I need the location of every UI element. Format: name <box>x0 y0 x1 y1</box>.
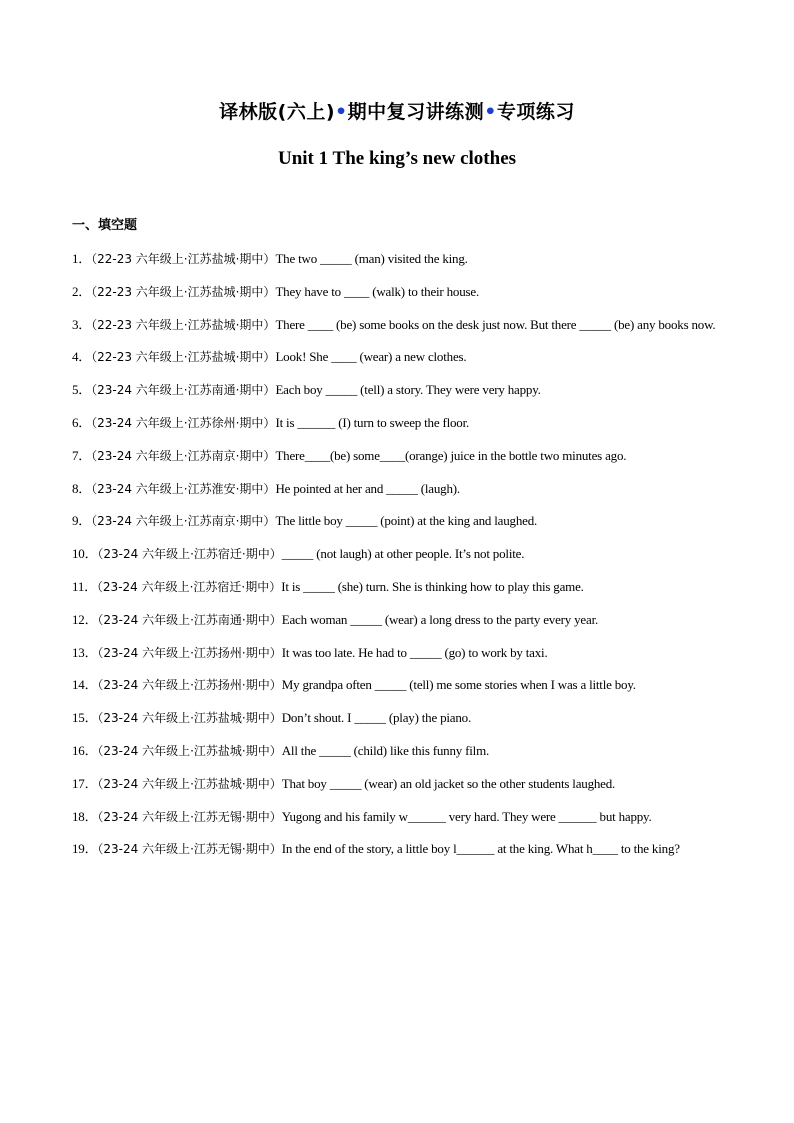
question-text: Yugong and his family w______ very hard. They were ______ but happy. <box>281 808 652 824</box>
question-source: （22-23 六年级上·江苏盐城·期中） <box>91 350 276 365</box>
question-number: 18． <box>72 808 98 824</box>
question-source: （23-24 六年级上·江苏扬州·期中） <box>97 645 282 660</box>
question-source: （23-24 六年级上·江苏南京·期中） <box>91 448 276 463</box>
question-text: In the end of the story, a little boy l______ at the king. What h____ to the king? <box>281 841 680 857</box>
question-item <box>72 637 724 670</box>
question-item <box>72 768 724 801</box>
question-number: 3． <box>72 316 92 332</box>
question-number: 11． <box>72 578 97 594</box>
question-source: （22-23 六年级上·江苏盐城·期中） <box>91 317 276 332</box>
question-text: The two _____ (man) visited the king. <box>275 251 468 266</box>
question-text: Look! She ____ (wear) a new clothes. <box>275 349 467 365</box>
question-source: （23-24 六年级上·江苏盐城·期中） <box>97 743 282 758</box>
title-part-3: 专项练习 <box>496 101 575 123</box>
section-heading: 一、填空题 <box>72 218 138 233</box>
question-number: 7． <box>72 447 92 463</box>
question-text: There ____ (be) some books on the desk just now. But there _____ (be) any books now. <box>275 316 716 332</box>
question-item <box>72 341 724 374</box>
question-text: It was too late. He had to _____ (go) to work by taxi. <box>281 644 548 660</box>
question-number: 1． <box>72 251 92 266</box>
question-number: 9． <box>72 513 92 529</box>
title-part-2: 期中复习讲练测 <box>347 101 485 123</box>
title-part-1: 译林版(六上) <box>219 101 336 123</box>
question-item <box>72 604 724 637</box>
question-text: Each boy _____ (tell) a story. They were very happy. <box>275 382 541 398</box>
question-item <box>72 407 724 440</box>
question-number: 12． <box>72 611 98 627</box>
question-item <box>72 571 724 604</box>
question-text: There____(be) some____(orange) juice in the bottle two minutes ago. <box>275 447 627 463</box>
question-number: 4． <box>72 349 92 365</box>
question-item <box>72 505 724 538</box>
question-source: （23-24 六年级上·江苏盐城·期中） <box>97 711 282 726</box>
question-text: He pointed at her and _____ (laugh). <box>275 480 460 496</box>
question-item <box>72 669 724 702</box>
question-item <box>72 833 724 866</box>
question-text: It is _____ (she) turn. She is thinking how to play this game. <box>281 578 584 594</box>
question-source: （23-24 六年级上·江苏无锡·期中） <box>97 842 282 857</box>
question-item <box>72 440 724 473</box>
question-source: （23-24 六年级上·江苏南京·期中） <box>91 514 276 529</box>
question-source: （23-24 六年级上·江苏扬州·期中） <box>97 678 282 693</box>
question-item <box>72 473 724 506</box>
question-text: Each woman _____ (wear) a long dress to the party every year. <box>281 611 599 627</box>
question-source: （23-24 六年级上·江苏南通·期中） <box>91 383 276 398</box>
question-item <box>72 702 724 735</box>
title-dot-2: • <box>484 101 497 123</box>
document-title <box>0 100 794 124</box>
question-item <box>72 276 724 309</box>
question-number: 16． <box>72 742 98 758</box>
question-text: The little boy _____ (point) at the king and laughed. <box>275 513 538 529</box>
question-source: （23-24 六年级上·江苏徐州·期中） <box>91 415 276 430</box>
title-dot-1: • <box>335 101 348 123</box>
question-number: 15． <box>72 710 98 726</box>
question-item <box>72 735 724 768</box>
question-source: （23-24 六年级上·江苏南通·期中） <box>97 612 282 627</box>
question-number: 8． <box>72 480 92 496</box>
question-text: That boy _____ (wear) an old jacket so the other students laughed. <box>281 775 616 791</box>
question-item <box>72 801 724 834</box>
question-item <box>72 309 724 342</box>
question-source: （22-23 六年级上·江苏盐城·期中） <box>91 252 276 266</box>
question-source: （23-24 六年级上·江苏宿迁·期中） <box>97 547 282 562</box>
question-item <box>72 374 724 407</box>
question-number: 6． <box>72 414 92 430</box>
question-number: 2． <box>72 283 92 299</box>
document-subtitle: Unit 1 The king’s new clothes <box>277 148 517 169</box>
question-number: 17． <box>72 775 98 791</box>
question-number: 10． <box>72 546 98 562</box>
question-source: （23-24 六年级上·江苏宿迁·期中） <box>96 579 282 594</box>
question-source: （23-24 六年级上·江苏盐城·期中） <box>97 776 282 791</box>
question-number: 5． <box>72 382 92 398</box>
question-item <box>72 538 724 571</box>
question-source: （23-24 六年级上·江苏淮安·期中） <box>91 481 276 496</box>
question-text: They have to ____ (walk) to their house. <box>275 283 479 299</box>
question-text: My grandpa often _____ (tell) me some stories when I was a little boy. <box>281 677 636 693</box>
question-number: 19． <box>72 841 98 857</box>
question-text: All the _____ (child) like this funny film. <box>281 742 490 758</box>
question-list <box>72 243 724 866</box>
question-number: 13． <box>72 644 98 660</box>
question-text: _____ (not laugh) at other people. It’s not polite. <box>281 546 525 562</box>
question-source: （22-23 六年级上·江苏盐城·期中） <box>91 284 276 299</box>
question-item <box>72 243 724 276</box>
question-source: （23-24 六年级上·江苏无锡·期中） <box>97 809 282 824</box>
question-text: It is ______ (I) turn to sweep the floor. <box>275 414 470 430</box>
question-text: Don’t shout. I _____ (play) the piano. <box>281 710 472 726</box>
question-number: 14． <box>72 677 98 693</box>
